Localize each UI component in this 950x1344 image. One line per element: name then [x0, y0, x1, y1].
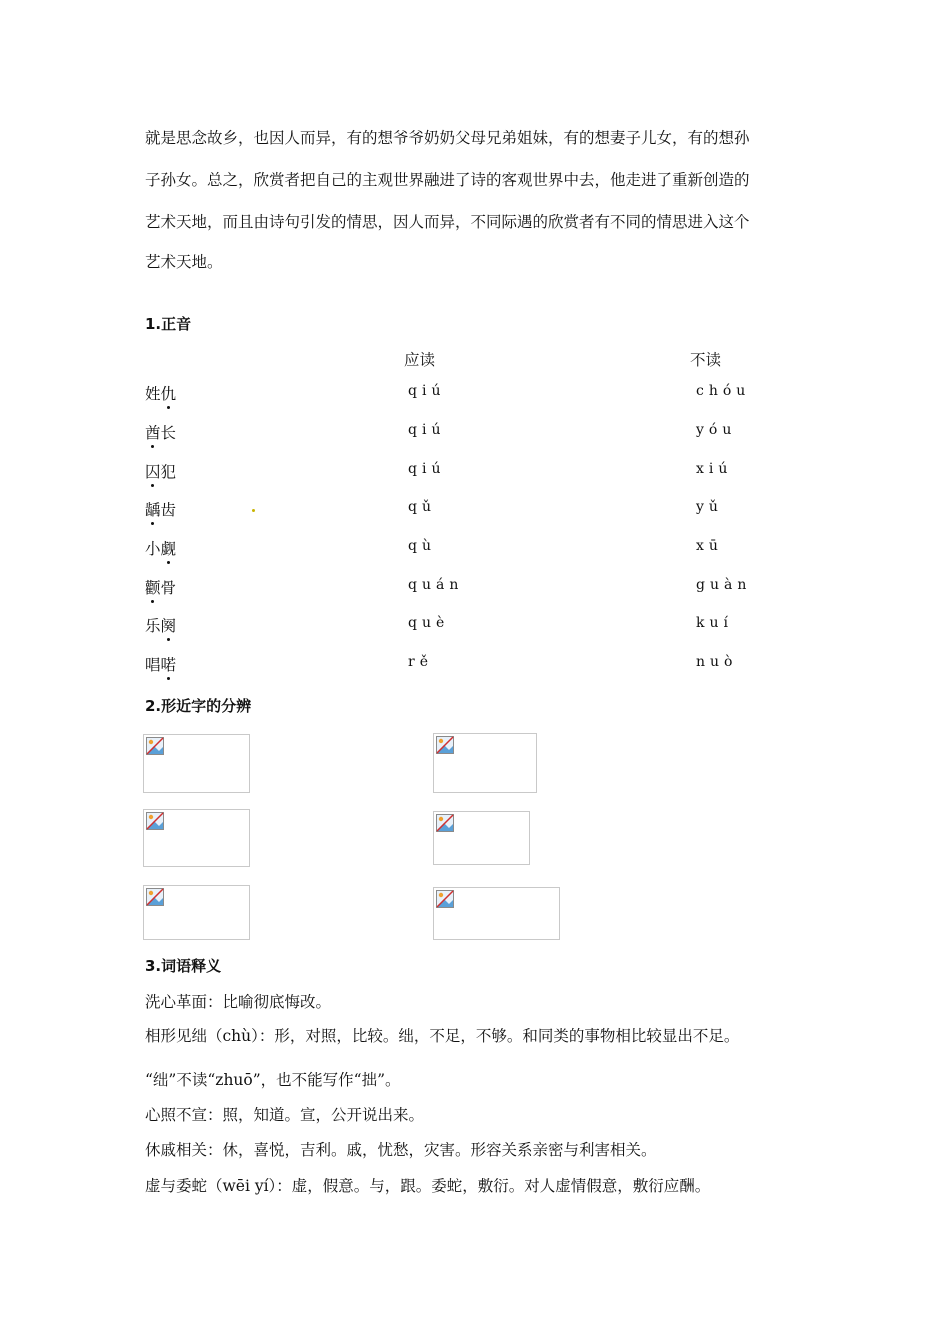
broken-image-icon — [146, 812, 164, 830]
definition-line: 相形见绌（chù）：形，对照，比较。绌，不足，不够。和同类的事物相比较显出不足。 — [145, 1027, 740, 1045]
wrong-pinyin: xū — [696, 538, 723, 554]
wrong-pinyin: nuò — [696, 654, 738, 670]
word: 姓仇 — [145, 385, 177, 403]
image-placeholder — [143, 734, 250, 793]
pronunciation-row — [0, 382, 950, 406]
image-placeholder — [433, 811, 530, 865]
intro-line-1: 就是思念故乡，也因人而异，有的想爷爷奶奶父母兄弟姐妹，有的想妻子儿女，有的想孙 — [145, 129, 750, 147]
wrong-pinyin: yóu — [696, 422, 737, 438]
wrong-pinyin: kuí — [696, 615, 733, 631]
broken-image-icon — [146, 737, 164, 755]
column-header-not-read: 不读 — [690, 351, 722, 369]
definition-line: 休戚相关：休，喜悦，吉利。戚，忧愁，灾害。形容关系亲密与利害相关。 — [145, 1141, 657, 1159]
broken-image-icon — [146, 888, 164, 906]
image-placeholder — [143, 809, 250, 867]
pronunciation-row — [0, 614, 950, 638]
definition-line: 虚与委蛇（wēi yí）：虚，假意。与，跟。委蛇，敷衍。对人虚情假意，敷衍应酬。 — [145, 1177, 711, 1195]
word: 颧骨 — [145, 579, 177, 597]
pronunciation-row — [0, 653, 950, 677]
word: 龋齿 — [145, 501, 177, 519]
pronunciation-row — [0, 537, 950, 561]
correct-pinyin: qiú — [408, 383, 446, 399]
image-placeholder — [433, 887, 560, 940]
broken-image-icon — [436, 814, 454, 832]
column-header-should-read: 应读 — [404, 351, 436, 369]
intro-line-4: 艺术天地。 — [145, 253, 223, 271]
word: 小觑 — [145, 540, 177, 558]
section1-heading: 1.正音 — [145, 315, 192, 333]
wrong-pinyin: guàn — [696, 577, 752, 593]
definition-line: “绌”不读“zhuō”，也不能写作“拙”。 — [145, 1071, 401, 1089]
section2-heading: 2.形近字的分辨 — [145, 697, 252, 715]
correct-pinyin: rě — [408, 654, 433, 670]
intro-line-2: 子孙女。总之，欣赏者把自己的主观世界融进了诗的客观世界中去，他走进了重新创造的 — [145, 171, 750, 189]
correct-pinyin: qiú — [408, 422, 446, 438]
pronunciation-row — [0, 576, 950, 600]
stray-dot-mark — [252, 509, 255, 512]
correct-pinyin: qù — [408, 538, 436, 554]
correct-pinyin: qiú — [408, 461, 446, 477]
correct-pinyin: qǔ — [408, 499, 436, 515]
wrong-pinyin: xiú — [696, 461, 733, 477]
definition-line: 心照不宣：照，知道。宣，公开说出来。 — [145, 1106, 425, 1124]
broken-image-icon — [436, 736, 454, 754]
wrong-pinyin: chóu — [696, 383, 751, 399]
image-placeholder — [143, 885, 250, 940]
definition-line: 洗心革面：比喻彻底悔改。 — [145, 993, 332, 1011]
broken-image-icon — [436, 890, 454, 908]
word: 乐阕 — [145, 617, 177, 635]
correct-pinyin: què — [408, 615, 450, 631]
word: 囚犯 — [145, 463, 177, 481]
correct-pinyin: quán — [408, 577, 464, 593]
pronunciation-row — [0, 498, 950, 522]
pronunciation-row — [0, 421, 950, 445]
pronunciation-row — [0, 460, 950, 484]
word: 唱喏 — [145, 656, 177, 674]
image-placeholder — [433, 733, 537, 793]
section3-heading: 3.词语释义 — [145, 957, 222, 975]
word: 酋长 — [145, 424, 177, 442]
intro-line-3: 艺术天地，而且由诗句引发的情思，因人而异，不同际遇的欣赏者有不同的情思进入这个 — [145, 213, 750, 231]
wrong-pinyin: yǔ — [696, 499, 723, 515]
